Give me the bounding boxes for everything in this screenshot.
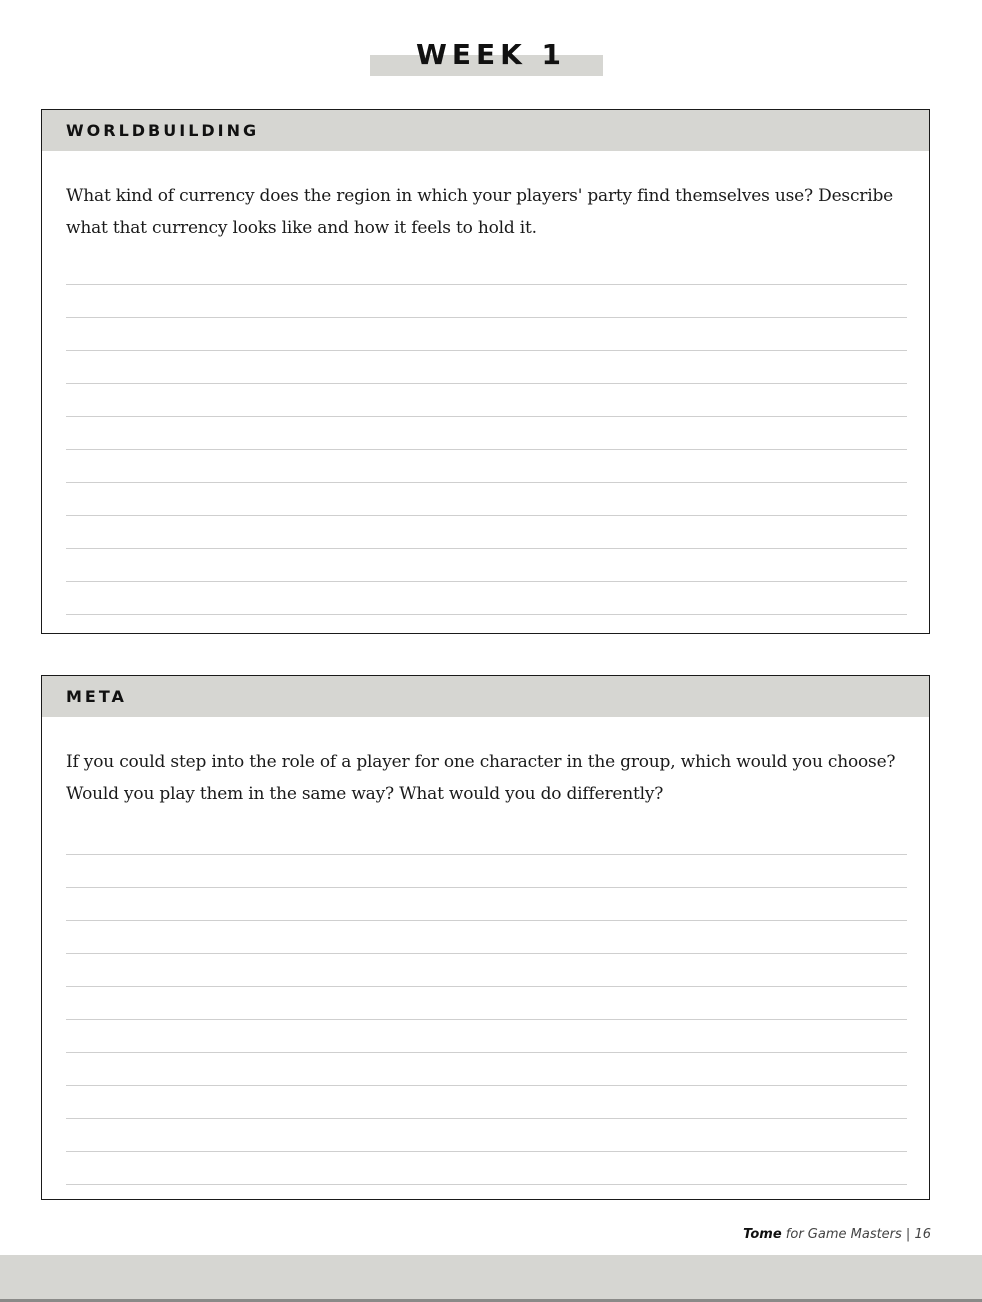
- writing-line[interactable]: [66, 1184, 907, 1185]
- writing-line[interactable]: [66, 383, 907, 384]
- section-prompt: What kind of currency does the region in which your players' party find themselves use? Describe what that currency looks like and how it feels to hold it.: [66, 186, 893, 238]
- writing-line[interactable]: [66, 515, 907, 516]
- section-prompt: If you could step into the role of a player for one character in the group, which would you choose? Would you play them in the same way? What would you do differently?: [66, 752, 896, 804]
- writing-line[interactable]: [66, 1085, 907, 1086]
- worldbuilding-section: [41, 109, 930, 634]
- section-heading: WORLDBUILDING: [42, 110, 929, 151]
- writing-line[interactable]: [66, 317, 907, 318]
- writing-line[interactable]: [66, 482, 907, 483]
- writing-line[interactable]: [66, 449, 907, 450]
- meta-section: [41, 675, 930, 1200]
- writing-line[interactable]: [66, 887, 907, 888]
- writing-line[interactable]: [66, 986, 907, 987]
- writing-line[interactable]: [66, 1151, 907, 1152]
- footer-subtitle: for Game Masters |: [781, 1227, 915, 1242]
- page-title: WEEK 1: [415, 38, 567, 71]
- writing-line[interactable]: [66, 1118, 907, 1119]
- writing-line[interactable]: [66, 1052, 907, 1053]
- writing-line[interactable]: [66, 614, 907, 615]
- footer-brand: Tome: [743, 1227, 782, 1242]
- footer-band: [0, 1255, 982, 1299]
- writing-lines[interactable]: [66, 854, 907, 1217]
- writing-line[interactable]: [66, 854, 907, 855]
- writing-line[interactable]: [66, 953, 907, 954]
- writing-lines[interactable]: [66, 284, 907, 647]
- writing-line[interactable]: [66, 416, 907, 417]
- page-number: 16: [914, 1227, 931, 1242]
- writing-line[interactable]: [66, 581, 907, 582]
- page-footer: [743, 1227, 931, 1242]
- writing-line[interactable]: [66, 1019, 907, 1020]
- writing-line[interactable]: [66, 284, 907, 285]
- section-heading: META: [42, 676, 929, 717]
- writing-line[interactable]: [66, 920, 907, 921]
- writing-line[interactable]: [66, 350, 907, 351]
- writing-line[interactable]: [66, 548, 907, 549]
